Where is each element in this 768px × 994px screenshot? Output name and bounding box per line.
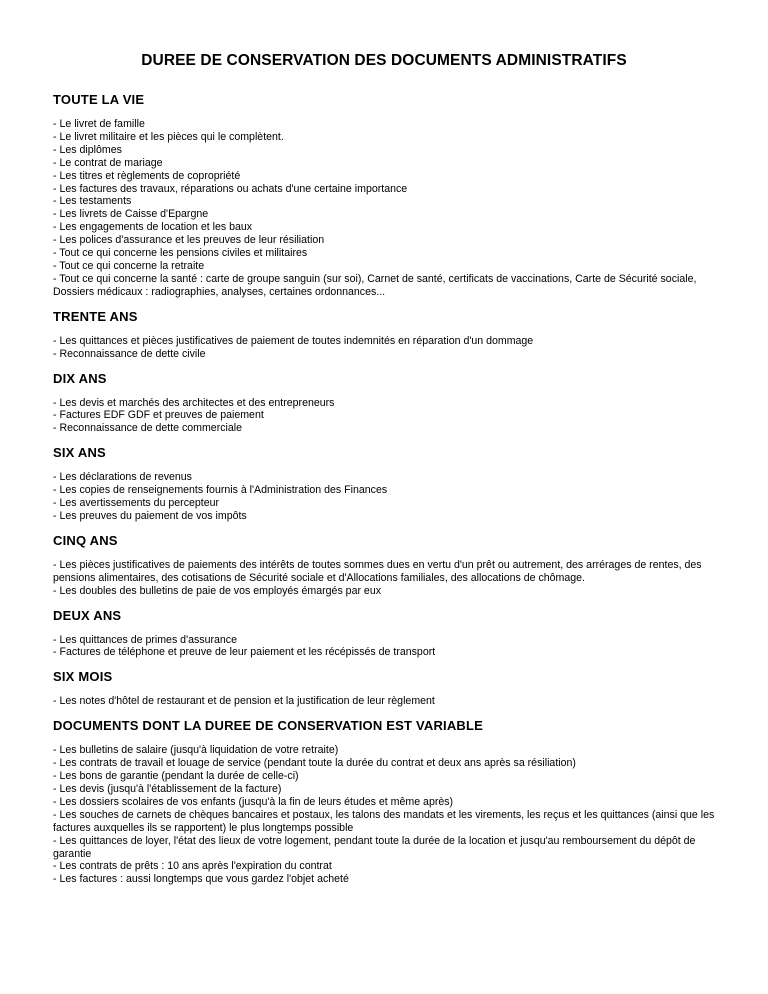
list-item: - Les doubles des bulletins de paie de vos employés émargés par eux — [53, 584, 382, 597]
section-six-mois — [53, 669, 715, 708]
list-item: - Les testaments — [53, 195, 132, 208]
list-item: - Les livrets de Caisse d'Epargne — [53, 208, 209, 221]
list-item: - Les pièces justificatives de paiements des intérêts de toutes sommes dues en vertu d'un prêt ou autrement, des arrérages de rentes, des pensions alimentaires, des cotisations de Sécurité sociale et d'Allocations familiales, des allocations de chômage. — [53, 558, 702, 584]
document-title: DUREE DE CONSERVATION DES DOCUMENTS ADMINISTRATIFS — [141, 52, 627, 69]
list-item: - Les bons de garantie (pendant la durée de celle-ci) — [53, 770, 299, 783]
list-item: - Les quittances de loyer, l'état des lieux de votre logement, pendant toute la durée de la location et jusqu'au remboursement du dépôt de garantie — [53, 834, 696, 860]
list-item: - Reconnaissance de dette civile — [53, 347, 206, 360]
item-list — [53, 118, 715, 299]
section-cinq-ans — [53, 533, 715, 598]
list-item: - Les dossiers scolaires de vos enfants (jusqu'à la fin de leurs études et même après) — [53, 795, 454, 808]
section-heading: DEUX ANS — [53, 607, 122, 623]
section-heading: SIX ANS — [53, 445, 106, 461]
list-item: - Tout ce qui concerne la retraite — [53, 259, 205, 272]
list-item: - Factures EDF GDF et preuves de paiement — [53, 409, 264, 422]
list-item: - Les factures des travaux, réparations ou achats d'une certaine importance — [53, 182, 408, 195]
item-list — [53, 634, 715, 660]
section-toute-la-vie — [53, 92, 715, 299]
section-trente-ans — [53, 309, 715, 361]
item-list — [53, 744, 715, 886]
section-dix-ans — [53, 371, 715, 436]
list-item: - Les déclarations de revenus — [53, 471, 192, 484]
item-list — [53, 471, 715, 523]
list-item: - Factures de téléphone et preuve de leur paiement et les récépissés de transport — [53, 646, 436, 659]
list-item: - Les devis et marchés des architectes et des entrepreneurs — [53, 396, 335, 409]
section-deux-ans — [53, 608, 715, 660]
list-item: - Les notes d'hôtel de restaurant et de pension et la justification de leur règlement — [53, 695, 435, 708]
item-list — [53, 335, 715, 361]
section-heading: CINQ ANS — [53, 532, 118, 548]
list-item: - Les polices d'assurance et les preuves de leur résiliation — [53, 234, 325, 247]
document-page — [53, 52, 715, 896]
section-heading: SIX MOIS — [53, 669, 113, 685]
list-item: - Les engagements de location et les baux — [53, 221, 253, 234]
list-item: - Les contrats de travail et louage de service (pendant toute la durée du contrat et deux ans après sa résiliation) — [53, 757, 576, 770]
list-item: - Les devis (jusqu'à l'établissement de la facture) — [53, 783, 282, 795]
section-duree-variable — [53, 718, 715, 886]
item-list — [53, 559, 715, 598]
list-item: - Tout ce qui concerne les pensions civiles et militaires — [53, 247, 308, 260]
list-item: - Tout ce qui concerne la santé : carte de groupe sanguin (sur soi), Carnet de santé, certificats de vaccinations, Carte de Sécurité sociale, Dossiers médicaux : radiographies, analyses, certaines ordonnances... — [53, 272, 697, 298]
list-item: - Le contrat de mariage — [53, 156, 163, 169]
list-item: - Les souches de carnets de chèques bancaires et postaux, les talons des mandats et les virements, les reçus et les quittances (ainsi que les factures auxquelles ils se rapportent) le plus longtemps possible — [53, 808, 715, 834]
item-list — [53, 397, 715, 436]
list-item: - Le livret de famille — [53, 118, 145, 130]
list-item: - Les bulletins de salaire (jusqu'à liquidation de votre retraite) — [53, 744, 339, 757]
list-item: - Les copies de renseignements fournis à l'Administration des Finances — [53, 484, 388, 497]
list-item: - Les titres et règlements de copropriété — [53, 169, 241, 182]
list-item: - Les diplômes — [53, 143, 122, 156]
section-heading: TRENTE ANS — [53, 308, 138, 324]
list-item: - Les factures : aussi longtemps que vous gardez l'objet acheté — [53, 873, 349, 886]
list-item: - Le livret militaire et les pièces qui le complètent. — [53, 130, 284, 143]
section-heading: DOCUMENTS DONT LA DUREE DE CONSERVATION EST VARIABLE — [53, 718, 484, 734]
section-heading: DIX ANS — [53, 370, 107, 386]
list-item: - Reconnaissance de dette commerciale — [53, 422, 243, 435]
section-six-ans — [53, 445, 715, 523]
list-item: - Les avertissements du percepteur — [53, 497, 220, 510]
list-item: - Les preuves du paiement de vos impôts — [53, 509, 247, 522]
section-heading: TOUTE LA VIE — [53, 92, 145, 107]
list-item: - Les quittances de primes d'assurance — [53, 633, 237, 646]
list-item: - Les quittances et pièces justificatives de paiement de toutes indemnités en réparation d'un dommage — [53, 334, 534, 347]
list-item: - Les contrats de prêts : 10 ans après l'expiration du contrat — [53, 860, 332, 873]
item-list — [53, 695, 715, 708]
